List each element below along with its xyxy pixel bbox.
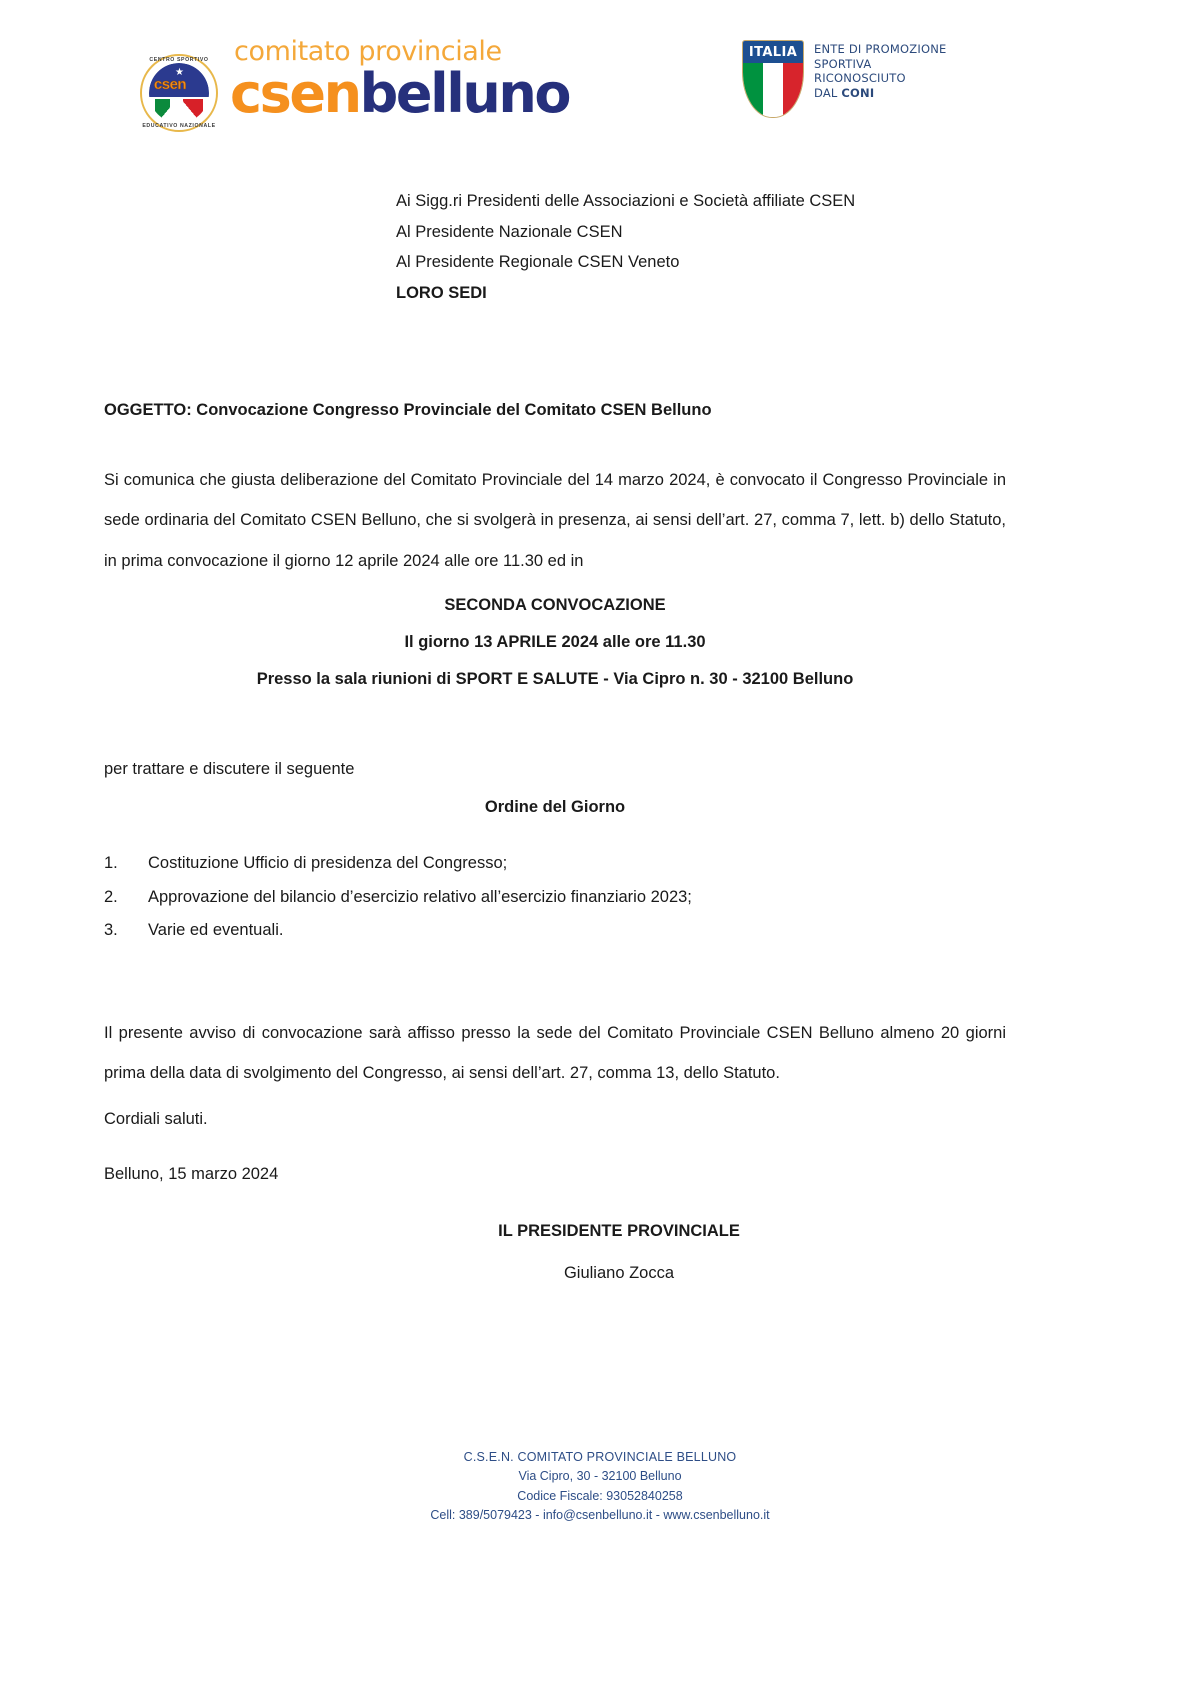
agenda-item-number: 1.	[104, 854, 118, 872]
second-convocation-venue: Presso la sala riunioni di SPORT E SALUTE - Via Cipro n. 30 - 32100 Belluno	[256, 670, 854, 688]
italia-shield-icon	[742, 40, 804, 118]
coni-line-4	[814, 86, 946, 101]
agenda-item-number: 3.	[104, 921, 118, 939]
shield-label: ITALIA	[748, 44, 798, 60]
footer-organization: C.S.E.N. COMITATO PROVINCIALE BELLUNO	[463, 1450, 737, 1464]
footer-contacts: Cell: 389/5079423 - info@csenbelluno.it - www.csenbelluno.it	[430, 1508, 770, 1523]
list-item	[104, 922, 1006, 939]
coni-recognition-logo	[742, 40, 946, 118]
paragraph-convocation: Si comunica che giusta deliberazione del Comitato Provinciale del 14 marzo 2024, è convocato il Congresso Provinciale in sede ordinaria del Comitato CSEN Belluno, che si svolgerà in presenza, ai sensi dell’art. 27, comma 7, lett. b) dello Statuto, in prima convocazione il giorno 12 aprile 2024 alle ore 11.30 ed in	[104, 471, 1006, 570]
addressee-loro-sedi: LORO SEDI	[396, 283, 487, 302]
agenda-list	[104, 855, 1006, 956]
emblem-word: csen	[153, 76, 187, 93]
second-convocation-heading: SECONDA CONVOCAZIONE	[444, 596, 666, 614]
second-convocation-block	[104, 597, 1006, 708]
agenda-intro: per trattare e discutere il seguente	[104, 760, 355, 778]
addressee-line: Al Presidente Regionale CSEN Veneto	[396, 253, 680, 271]
document-footer	[0, 1448, 1200, 1526]
csen-emblem-icon: CENTRO SPORTIVO EDUCATIVO NAZIONALE ★ csen	[140, 54, 218, 132]
csen-logo	[140, 38, 569, 132]
coni-line-2: SPORTIVA	[814, 56, 872, 71]
coni-line-3: RICONOSCIUTO	[814, 71, 906, 86]
signature-title: IL PRESIDENTE PROVINCIALE	[498, 1222, 740, 1240]
coni-line-4-bold: CONI	[841, 86, 875, 101]
signature-name: Giuliano Zocca	[563, 1264, 675, 1282]
regards-line: Cordiali saluti.	[104, 1110, 208, 1128]
letterhead-header	[0, 0, 1200, 150]
agenda-item-text: Approvazione del bilancio d’esercizio relativo all’esercizio finanziario 2023;	[148, 887, 692, 906]
coni-line-4-prefix: DAL	[814, 86, 842, 101]
csen-subtitle: comitato provinciale	[234, 36, 502, 67]
addressee-block	[396, 193, 1006, 315]
addressee-line: Al Presidente Nazionale CSEN	[396, 222, 623, 241]
footer-address: Via Cipro, 30 - 32100 Belluno	[518, 1469, 682, 1484]
list-item	[104, 855, 1006, 872]
agenda-item-number: 2.	[104, 887, 118, 906]
footer-tax-code: Codice Fiscale: 93052840258	[517, 1488, 683, 1503]
agenda-item-text: Varie ed eventuali.	[148, 921, 284, 939]
coni-text-block	[814, 42, 946, 101]
csen-wordmark-part2: belluno	[359, 62, 570, 125]
csen-wordmark	[230, 62, 570, 125]
place-date-line: Belluno, 15 marzo 2024	[104, 1165, 279, 1183]
emblem-top-text: CENTRO SPORTIVO	[149, 57, 209, 63]
paragraph-notice: Il presente avviso di convocazione sarà affisso presso la sede del Comitato Provinciale CSEN Belluno almeno 20 giorni prima della data di svolgimento del Congresso, ai sensi dell’art. 27, comma 13, dello Statuto.	[104, 1024, 1006, 1083]
addressee-line: Ai Sigg.ri Presidenti delle Associazioni e Società affiliate CSEN	[396, 192, 856, 210]
agenda-item-text: Costituzione Ufficio di presidenza del Congresso;	[148, 854, 508, 872]
second-convocation-date: Il giorno 13 APRILE 2024 alle ore 11.30	[404, 633, 706, 651]
subject-line: OGGETTO: Convocazione Congresso Provinciale del Comitato CSEN Belluno	[104, 401, 712, 419]
csen-wordmark-part1: csen	[230, 62, 360, 125]
emblem-bottom-text: EDUCATIVO NAZIONALE	[142, 123, 216, 129]
list-item	[104, 889, 1006, 906]
coni-line-1: ENTE DI PROMOZIONE	[814, 42, 947, 56]
agenda-title: Ordine del Giorno	[484, 798, 626, 816]
